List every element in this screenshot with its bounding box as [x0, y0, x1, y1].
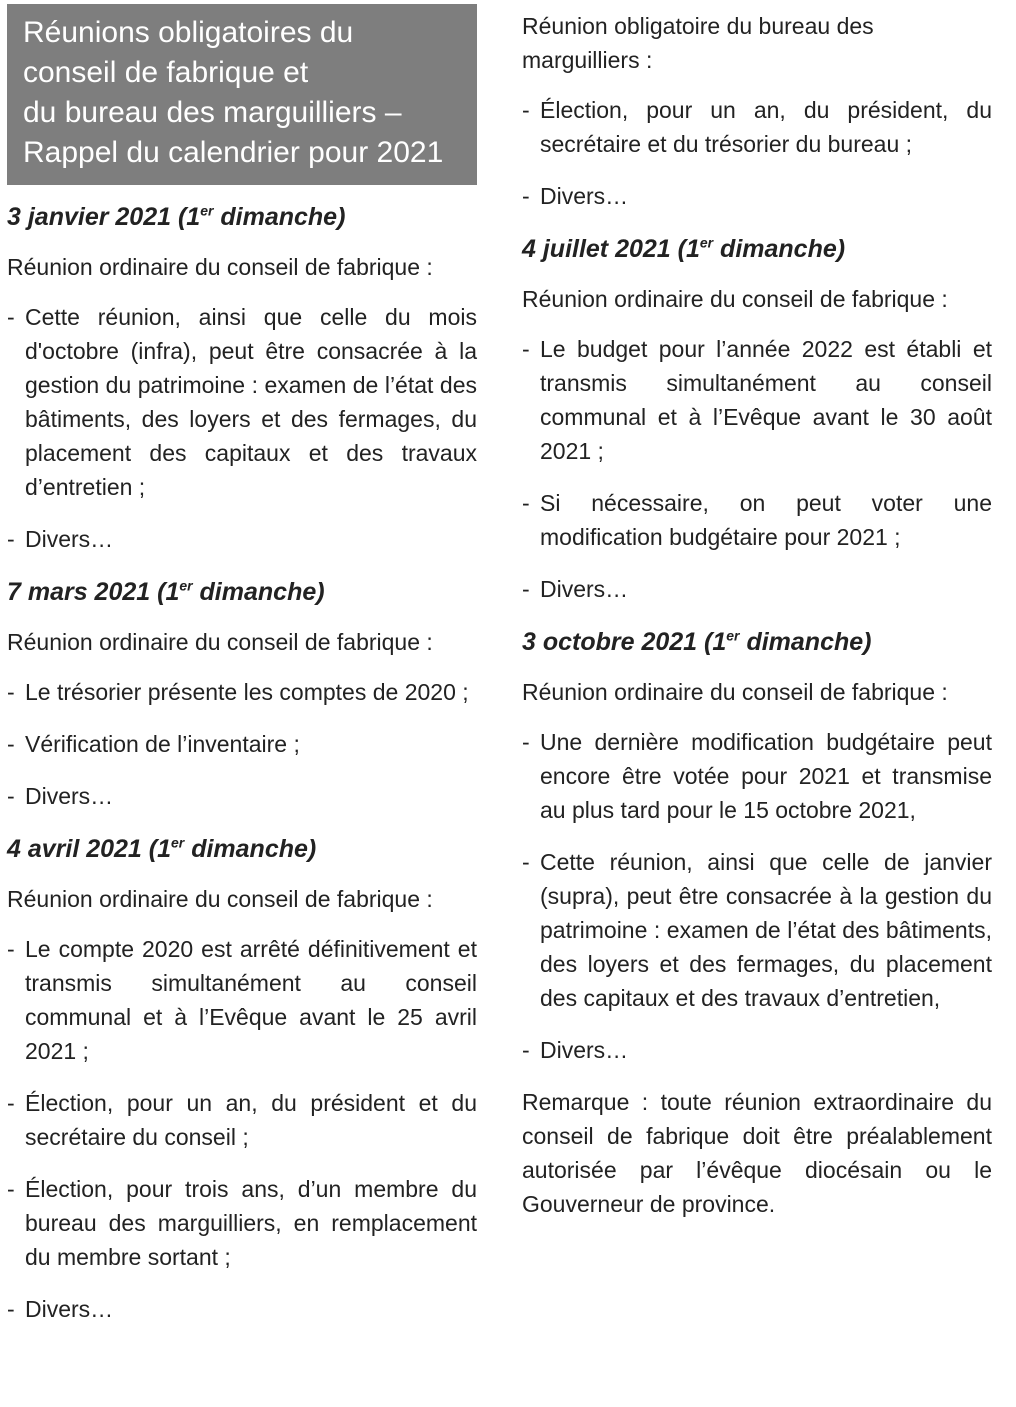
- date-heading-january: [7, 199, 477, 235]
- date-heading-july: [522, 231, 992, 267]
- title-line: Réunions obligatoires du: [23, 16, 354, 49]
- agenda-item: - Le budget pour l’année 2022 est établi et transmis simultanément au conseil communal et à l’Evêque avant le 30 août 2021 ;: [522, 332, 992, 468]
- date-text: 4 juillet 2021 (1: [522, 235, 700, 263]
- meeting-type: Réunion obligatoire du bureau des marguilliers :: [522, 13, 874, 73]
- date-suffix: dimanche): [739, 628, 872, 656]
- ordinal-superscript: er: [726, 627, 740, 644]
- agenda-list: [7, 675, 477, 813]
- left-column: [7, 0, 477, 1344]
- agenda-item: - Divers…: [7, 1292, 477, 1326]
- right-column: [522, 0, 992, 1221]
- meeting-type: Réunion ordinaire du conseil de fabrique :: [522, 679, 948, 705]
- meeting-type: Réunion ordinaire du conseil de fabrique :: [522, 286, 948, 312]
- agenda-item: - Divers…: [522, 1033, 992, 1067]
- date-text: 3 janvier 2021 (1: [7, 203, 201, 231]
- agenda-item: - Divers…: [7, 779, 477, 813]
- title-line: du bureau des marguilliers –: [23, 96, 402, 129]
- ordinal-superscript: er: [179, 577, 193, 594]
- agenda-item: - Divers…: [522, 572, 992, 606]
- title-line: conseil de fabrique et: [23, 56, 309, 89]
- date-text: 3 octobre 2021 (1: [522, 628, 727, 656]
- agenda-item: - Cette réunion, ainsi que celle de janvier (supra), peut être consacrée à la gestion du patrimoine : examen de l’état des bâtiments, des loyers et des fermages, du placement des capitaux et des travaux d’entretien,: [522, 845, 992, 1015]
- meeting-type: Réunion ordinaire du conseil de fabrique :: [7, 254, 433, 280]
- date-suffix: dimanche): [213, 203, 346, 231]
- agenda-list: [522, 725, 992, 1067]
- date-text: 4 avril 2021 (1: [7, 835, 172, 863]
- agenda-list: [522, 332, 992, 606]
- ordinal-superscript: er: [699, 234, 714, 251]
- agenda-list: [522, 93, 992, 213]
- date-heading-march: [7, 574, 477, 610]
- agenda-item: - Élection, pour trois ans, d’un membre du bureau des marguilliers, en remplacement du membre sortant ;: [7, 1172, 477, 1274]
- date-heading-april: [7, 831, 477, 867]
- agenda-item: - Le compte 2020 est arrêté définitivement et transmis simultanément au conseil communal et à l’Evêque avant le 25 avril 2021 ;: [7, 932, 477, 1068]
- agenda-item: - Vérification de l’inventaire ;: [7, 727, 477, 761]
- agenda-list: [7, 932, 477, 1326]
- date-text: 7 mars 2021 (1: [7, 578, 180, 606]
- agenda-item: - Élection, pour un an, du président et du secrétaire du conseil ;: [7, 1086, 477, 1154]
- ordinal-superscript: er: [200, 202, 214, 219]
- agenda-item: - Le trésorier présente les comptes de 2020 ;: [7, 675, 477, 709]
- meeting-type: Réunion ordinaire du conseil de fabrique :: [7, 629, 433, 655]
- agenda-item: - Cette réunion, ainsi que celle du mois d'octobre (infra), peut être consacrée à la gestion du patrimoine : examen de l’état des bâtiments, des loyers et des fermages, du placement des capitaux et des travaux d’entretien ;: [7, 300, 477, 504]
- title-box: [7, 4, 477, 185]
- remark-note: Remarque : toute réunion extraordinaire du conseil de fabrique doit être préalablement autorisée par l’évêque diocésain ou le Gouverneur de province.: [522, 1089, 992, 1217]
- agenda-item: - Une dernière modification budgétaire peut encore être votée pour 2021 et transmise au plus tard pour le 15 octobre 2021,: [522, 725, 992, 827]
- agenda-item: - Si nécessaire, on peut voter une modification budgétaire pour 2021 ;: [522, 486, 992, 554]
- date-suffix: dimanche): [192, 578, 325, 606]
- ordinal-superscript: er: [171, 834, 185, 851]
- title-line: Rappel du calendrier pour 2021: [23, 136, 444, 169]
- agenda-list: [7, 300, 477, 556]
- date-heading-october: [522, 624, 992, 660]
- date-suffix: dimanche): [713, 235, 846, 263]
- date-suffix: dimanche): [184, 835, 317, 863]
- meeting-type: Réunion ordinaire du conseil de fabrique :: [7, 886, 433, 912]
- agenda-item: - Divers…: [7, 522, 477, 556]
- agenda-item: - Élection, pour un an, du président, du secrétaire et du trésorier du bureau ;: [522, 93, 992, 161]
- agenda-item: - Divers…: [522, 179, 992, 213]
